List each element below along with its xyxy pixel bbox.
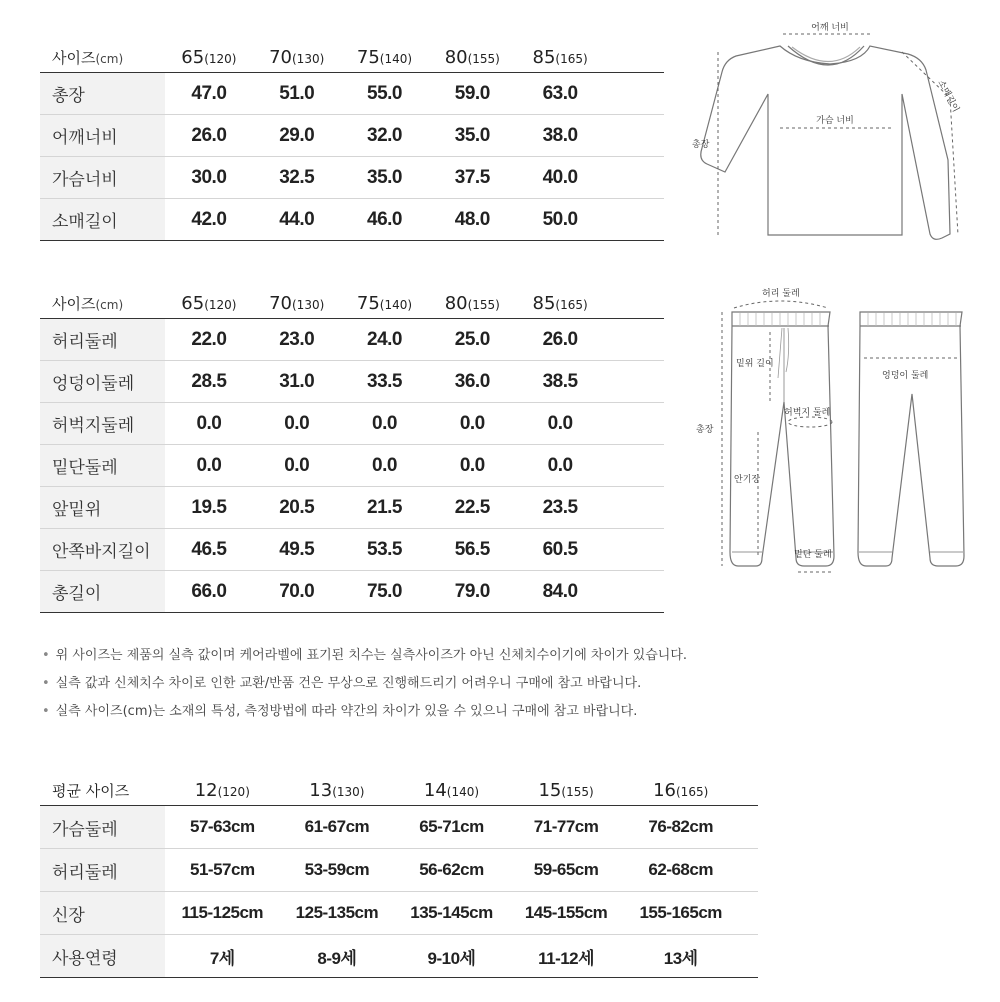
row-label: 가슴너비 — [40, 157, 165, 199]
size-col-2: 13(130) — [280, 768, 395, 806]
collar — [788, 46, 864, 65]
cell-value: 66.0 — [165, 571, 253, 613]
cell-value: 51.0 — [253, 73, 341, 115]
cell-value: 30.0 — [165, 157, 253, 199]
average-size-table — [40, 768, 758, 978]
table-row — [40, 115, 664, 157]
table-row — [40, 319, 664, 361]
spacer-cell — [738, 806, 758, 849]
cell-value: 84.0 — [516, 571, 604, 613]
spacer-cell — [604, 361, 664, 403]
table-row — [40, 806, 758, 849]
table-row — [40, 199, 664, 241]
top-size-table — [40, 38, 664, 241]
cell-value: 0.0 — [253, 403, 341, 445]
cell-value: 46.5 — [165, 529, 253, 571]
avg-size-header: 평균 사이즈 — [40, 768, 165, 806]
bottom-size-table — [40, 284, 664, 613]
inseam-label: 안기장 — [734, 475, 761, 485]
header-row — [40, 768, 758, 806]
table-row — [40, 529, 664, 571]
cell-value: 33.5 — [341, 361, 429, 403]
cell-value: 51-57cm — [165, 849, 280, 892]
cell-value: 46.0 — [341, 199, 429, 241]
size-col-4: 80(155) — [428, 38, 516, 73]
row-label: 사용연령 — [40, 935, 165, 978]
hem-label: 밑단 둘레 — [794, 550, 832, 560]
row-label: 총장 — [40, 73, 165, 115]
table-row — [40, 157, 664, 199]
cell-value: 8-9세 — [280, 935, 395, 978]
cell-value: 0.0 — [428, 403, 516, 445]
cell-value: 32.5 — [253, 157, 341, 199]
cell-value: 21.5 — [341, 487, 429, 529]
size-header: 사이즈(cm) — [40, 284, 165, 319]
cell-value: 76-82cm — [623, 806, 738, 849]
cell-value: 29.0 — [253, 115, 341, 157]
cell-value: 145-155cm — [509, 892, 624, 935]
size-col-4: 80(155) — [428, 284, 516, 319]
cell-value: 36.0 — [428, 361, 516, 403]
cell-value: 0.0 — [341, 445, 429, 487]
size-col-5: 85(165) — [516, 38, 604, 73]
cell-value: 53-59cm — [280, 849, 395, 892]
length-label: 총장 — [696, 425, 714, 435]
cell-value: 35.0 — [341, 157, 429, 199]
cell-value: 71-77cm — [509, 806, 624, 849]
tshirt-outline — [701, 46, 950, 239]
spacer-cell — [604, 157, 664, 199]
row-label: 소매길이 — [40, 199, 165, 241]
cell-value: 0.0 — [165, 403, 253, 445]
bullet-icon: • — [42, 676, 50, 691]
bullet-icon: • — [42, 648, 50, 663]
spacer-cell — [604, 529, 664, 571]
cell-value: 0.0 — [516, 445, 604, 487]
cell-value: 23.5 — [516, 487, 604, 529]
cell-value: 22.0 — [165, 319, 253, 361]
cell-value: 23.0 — [253, 319, 341, 361]
cell-value: 37.5 — [428, 157, 516, 199]
spacer-cell — [604, 403, 664, 445]
cell-value: 44.0 — [253, 199, 341, 241]
cell-value: 0.0 — [428, 445, 516, 487]
cell-value: 20.5 — [253, 487, 341, 529]
table-row — [40, 445, 664, 487]
row-label: 허리둘레 — [40, 319, 165, 361]
cell-value: 115-125cm — [165, 892, 280, 935]
size-col-1: 65(120) — [165, 38, 253, 73]
spacer-col — [604, 38, 664, 73]
cell-value: 63.0 — [516, 73, 604, 115]
size-col-4: 15(155) — [509, 768, 624, 806]
row-label: 신장 — [40, 892, 165, 935]
spacer-cell — [604, 73, 664, 115]
size-col-5: 16(165) — [623, 768, 738, 806]
chest-label: 가슴 너비 — [816, 116, 854, 126]
spacer-col — [604, 284, 664, 319]
front-waistband-ribbing — [740, 313, 820, 326]
size-col-3: 14(140) — [394, 768, 509, 806]
spacer-cell — [738, 892, 758, 935]
cell-value: 40.0 — [516, 157, 604, 199]
spacer-cell — [604, 445, 664, 487]
table-row — [40, 403, 664, 445]
spacer-cell — [604, 319, 664, 361]
row-label: 허리둘레 — [40, 849, 165, 892]
size-col-1: 65(120) — [165, 284, 253, 319]
rise-label: 밑위 길이 — [736, 359, 774, 369]
cell-value: 79.0 — [428, 571, 516, 613]
thigh-label: 허벅지 둘레 — [784, 408, 831, 418]
spacer-cell — [738, 849, 758, 892]
row-label: 앞밑위 — [40, 487, 165, 529]
cell-value: 24.0 — [341, 319, 429, 361]
table-row — [40, 73, 664, 115]
cell-value: 38.5 — [516, 361, 604, 403]
back-waistband-ribbing — [868, 313, 956, 326]
top-garment-diagram — [680, 10, 970, 250]
cell-value: 42.0 — [165, 199, 253, 241]
cell-value: 11-12세 — [509, 935, 624, 978]
cell-value: 125-135cm — [280, 892, 395, 935]
cell-value: 50.0 — [516, 199, 604, 241]
size-col-5: 85(165) — [516, 284, 604, 319]
table-row — [40, 892, 758, 935]
row-label: 밑단둘레 — [40, 445, 165, 487]
cell-value: 0.0 — [341, 403, 429, 445]
front-pants-outline — [730, 312, 834, 566]
row-label: 허벅지둘레 — [40, 403, 165, 445]
size-col-1: 12(120) — [165, 768, 280, 806]
table-row — [40, 849, 758, 892]
shoulder-label: 어깨 너비 — [811, 23, 849, 33]
row-label: 엉덩이둘레 — [40, 361, 165, 403]
table-row — [40, 935, 758, 978]
cell-value: 31.0 — [253, 361, 341, 403]
row-label: 어깨너비 — [40, 115, 165, 157]
cell-value: 61-67cm — [280, 806, 395, 849]
cell-value: 56.5 — [428, 529, 516, 571]
note-item: • 실측 값과 신체치수 차이로 인한 교환/반품 건은 무상으로 진행해드리기 어려우니 구매에 참고 바랍니다. — [42, 676, 642, 691]
cell-value: 60.5 — [516, 529, 604, 571]
cell-value: 25.0 — [428, 319, 516, 361]
cell-value: 62-68cm — [623, 849, 738, 892]
cell-value: 56-62cm — [394, 849, 509, 892]
pants-diagram — [690, 282, 980, 582]
cell-value: 55.0 — [341, 73, 429, 115]
back-pants-outline — [858, 312, 964, 566]
cell-value: 135-145cm — [394, 892, 509, 935]
waist-label: 허리 둘레 — [762, 289, 800, 299]
cell-value: 155-165cm — [623, 892, 738, 935]
cell-value: 26.0 — [516, 319, 604, 361]
cell-value: 0.0 — [253, 445, 341, 487]
cell-value: 49.5 — [253, 529, 341, 571]
thigh-guide — [788, 417, 832, 427]
table-row — [40, 361, 664, 403]
cell-value: 0.0 — [516, 403, 604, 445]
cell-value: 57-63cm — [165, 806, 280, 849]
row-label: 안쪽바지길이 — [40, 529, 165, 571]
sleeve-label: 소매길이 — [935, 78, 961, 115]
spacer-col — [738, 768, 758, 806]
row-label: 가슴둘레 — [40, 806, 165, 849]
header-row — [40, 38, 664, 73]
cell-value: 53.5 — [341, 529, 429, 571]
hip-label: 엉덩이 둘레 — [882, 371, 929, 381]
cell-value: 47.0 — [165, 73, 253, 115]
table-row — [40, 487, 664, 529]
size-col-3: 75(140) — [341, 284, 429, 319]
note-item: • 실측 사이즈(cm)는 소재의 특성, 측정방법에 따라 약간의 차이가 있을 수 있으니 구매에 참고 바랍니다. — [42, 704, 638, 719]
cell-value: 59.0 — [428, 73, 516, 115]
notes-list — [42, 644, 687, 728]
cell-value: 22.5 — [428, 487, 516, 529]
cell-value: 65-71cm — [394, 806, 509, 849]
length-label: 총장 — [692, 140, 710, 150]
bullet-icon: • — [42, 704, 50, 719]
cell-value: 0.0 — [165, 445, 253, 487]
cell-value: 28.5 — [165, 361, 253, 403]
cell-value: 75.0 — [341, 571, 429, 613]
cell-value: 19.5 — [165, 487, 253, 529]
cell-value: 59-65cm — [509, 849, 624, 892]
table-row — [40, 571, 664, 613]
cell-value: 13세 — [623, 935, 738, 978]
cell-value: 38.0 — [516, 115, 604, 157]
size-header: 사이즈(cm) — [40, 38, 165, 73]
size-col-2: 70(130) — [253, 284, 341, 319]
header-row — [40, 284, 664, 319]
cell-value: 48.0 — [428, 199, 516, 241]
cell-value: 70.0 — [253, 571, 341, 613]
spacer-cell — [738, 935, 758, 978]
spacer-cell — [604, 199, 664, 241]
waist-guide — [734, 301, 828, 308]
cell-value: 32.0 — [341, 115, 429, 157]
size-col-3: 75(140) — [341, 38, 429, 73]
spacer-cell — [604, 115, 664, 157]
cell-value: 35.0 — [428, 115, 516, 157]
cell-value: 26.0 — [165, 115, 253, 157]
row-label: 총길이 — [40, 571, 165, 613]
cell-value: 7세 — [165, 935, 280, 978]
note-item: • 위 사이즈는 제품의 실측 값이며 케어라벨에 표기된 치수는 실측사이즈가 아닌 신체치수이기에 차이가 있습니다. — [42, 648, 688, 663]
spacer-cell — [604, 571, 664, 613]
spacer-cell — [604, 487, 664, 529]
cell-value: 9-10세 — [394, 935, 509, 978]
size-col-2: 70(130) — [253, 38, 341, 73]
